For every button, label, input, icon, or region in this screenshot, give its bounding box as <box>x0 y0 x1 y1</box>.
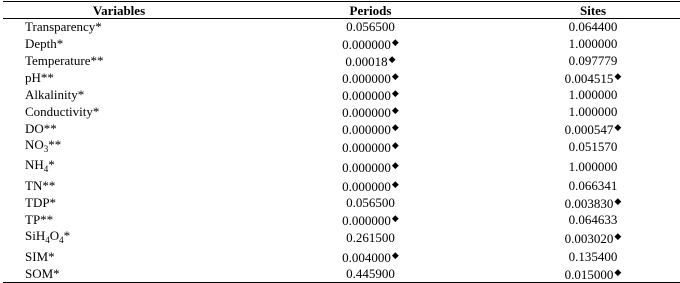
significance-diamond-icon: ◆ <box>391 121 399 132</box>
variable-cell <box>3 120 235 137</box>
periods-value-cell <box>235 86 506 103</box>
significance-diamond-icon: ◆ <box>391 249 399 260</box>
variable-text: SOM* <box>25 265 60 281</box>
variable-text: SiH <box>25 227 46 243</box>
variable-cell <box>3 194 235 211</box>
sites-value: 0.015000 <box>564 266 614 282</box>
table-row <box>3 194 680 211</box>
header-variables: Variables <box>3 2 235 19</box>
variable-text: Conductivity* <box>25 103 100 119</box>
sites-value-cell <box>506 86 680 103</box>
variable-text: SIM* <box>25 248 55 264</box>
periods-value: 0.056500 <box>346 19 395 35</box>
variable-cell <box>3 177 235 194</box>
variable-text: TP** <box>25 211 54 227</box>
variable-text: * <box>48 156 55 172</box>
sites-value-cell <box>506 35 680 52</box>
table-row <box>3 19 680 35</box>
significance-diamond-icon: ◆ <box>391 87 399 98</box>
periods-value: 0.000000 <box>342 36 391 52</box>
variable-text: Transparency* <box>25 19 102 35</box>
significance-diamond-icon: ◆ <box>391 178 399 189</box>
variable-text: TDP* <box>25 194 57 210</box>
periods-value: 0.00018 <box>345 53 388 69</box>
significance-diamond-icon: ◆ <box>391 140 399 150</box>
sites-value: 0.097779 <box>568 52 618 68</box>
sites-value: 0.066341 <box>568 177 618 193</box>
table-row <box>3 86 680 103</box>
table-row <box>3 211 680 228</box>
variable-text: TN** <box>25 177 56 193</box>
variable-subscript: 4 <box>43 163 49 174</box>
sites-value: 0.064633 <box>568 211 618 227</box>
table-row <box>3 137 680 157</box>
variable-subscript: 3 <box>43 143 49 154</box>
periods-value-cell <box>235 19 506 35</box>
sites-value-cell <box>506 157 680 177</box>
sites-value-cell <box>506 194 680 211</box>
periods-value-cell <box>235 248 506 265</box>
table-row <box>3 157 680 177</box>
sites-value-cell <box>506 120 680 137</box>
table-row <box>3 265 680 283</box>
sites-value-cell <box>506 228 680 248</box>
variable-cell <box>3 248 235 265</box>
significance-diamond-icon: ◆ <box>391 212 399 223</box>
periods-value-cell <box>235 120 506 137</box>
periods-value: 0.000000 <box>342 140 391 155</box>
variable-cell <box>3 86 235 103</box>
table-row <box>3 177 680 194</box>
variable-cell <box>3 69 235 86</box>
significance-diamond-icon: ◆ <box>391 70 399 81</box>
variable-cell <box>3 52 235 69</box>
header-periods: Periods <box>235 2 506 19</box>
periods-value-cell <box>235 177 506 194</box>
variable-text: Alkalinity* <box>25 86 85 102</box>
periods-value-cell <box>235 137 506 157</box>
significance-diamond-icon: ◆ <box>614 70 622 81</box>
periods-value: 0.445900 <box>346 265 395 281</box>
periods-value: 0.000000 <box>342 87 391 103</box>
variable-text: O <box>49 227 60 243</box>
periods-value: 0.056500 <box>346 194 395 210</box>
periods-value-cell <box>235 211 506 228</box>
table-row <box>3 103 680 120</box>
variable-text: pH** <box>25 69 54 85</box>
variable-text: Temperature** <box>25 52 104 68</box>
sites-value-cell <box>506 211 680 228</box>
sites-value: 1.000000 <box>568 35 618 51</box>
variable-text: DO** <box>25 120 57 136</box>
variable-text: NO <box>25 136 44 152</box>
sites-value-cell <box>506 248 680 265</box>
periods-value-cell <box>235 103 506 120</box>
variable-cell <box>3 228 235 248</box>
table-body <box>3 19 680 283</box>
sites-value-cell <box>506 265 680 283</box>
sites-value: 0.004515 <box>564 70 614 86</box>
variable-cell <box>3 103 235 120</box>
significance-diamond-icon: ◆ <box>614 266 622 277</box>
significance-diamond-icon: ◆ <box>391 36 399 47</box>
variable-text: * <box>63 227 71 243</box>
significance-diamond-icon: ◆ <box>391 104 399 115</box>
significance-diamond-icon: ◆ <box>614 195 622 206</box>
variable-subscript: 4 <box>59 234 64 245</box>
table-header <box>3 2 680 19</box>
periods-value: 0.261500 <box>346 230 395 245</box>
table-row <box>3 248 680 265</box>
variable-text: Depth* <box>25 35 64 51</box>
sites-value-cell <box>506 19 680 35</box>
periods-value-cell <box>235 52 506 69</box>
variable-cell <box>3 265 235 283</box>
periods-value: 0.000000 <box>342 160 391 175</box>
table-row <box>3 228 680 248</box>
periods-value: 0.000000 <box>342 121 391 137</box>
significance-diamond-icon: ◆ <box>391 160 399 170</box>
table-row <box>3 120 680 137</box>
significance-diamond-icon: ◆ <box>614 121 622 132</box>
sites-value-cell <box>506 52 680 69</box>
sites-value: 1.000000 <box>568 86 618 102</box>
sites-value: 1.000000 <box>568 159 618 174</box>
sites-value: 0.135400 <box>568 248 618 264</box>
periods-value: 0.004000 <box>342 249 391 265</box>
periods-value-cell <box>235 228 506 248</box>
sites-value-cell <box>506 177 680 194</box>
variable-text: NH <box>25 156 44 172</box>
table-row <box>3 35 680 52</box>
periods-value-cell <box>235 194 506 211</box>
table-row <box>3 69 680 86</box>
periods-value: 0.000000 <box>342 104 391 120</box>
sites-value-cell <box>506 103 680 120</box>
variable-cell <box>3 35 235 52</box>
periods-value-cell <box>235 69 506 86</box>
variable-cell <box>3 157 235 177</box>
sites-value-cell <box>506 69 680 86</box>
variable-cell <box>3 211 235 228</box>
periods-value-cell <box>235 157 506 177</box>
table-row <box>3 52 680 69</box>
periods-value: 0.000000 <box>342 178 391 194</box>
periods-value-cell <box>235 35 506 52</box>
header-sites: Sites <box>506 2 680 19</box>
variable-subscript: 4 <box>45 234 50 245</box>
sites-value: 1.000000 <box>568 103 618 119</box>
significance-diamond-icon: ◆ <box>388 53 396 64</box>
sites-value: 0.051570 <box>568 139 618 154</box>
variable-cell <box>3 19 235 35</box>
sites-value: 0.003830 <box>564 195 614 211</box>
sites-value: 0.064400 <box>568 19 618 35</box>
variable-cell <box>3 137 235 157</box>
sites-value-cell <box>506 137 680 157</box>
periods-value-cell <box>235 265 506 283</box>
sites-value: 0.000547 <box>564 121 614 137</box>
sites-value: 0.003020 <box>564 231 614 246</box>
statistics-table <box>3 1 680 283</box>
periods-value: 0.000000 <box>342 70 391 86</box>
significance-diamond-icon: ◆ <box>614 231 622 241</box>
variable-text: ** <box>48 136 62 152</box>
periods-value: 0.000000 <box>342 212 391 228</box>
header-row <box>3 2 680 19</box>
